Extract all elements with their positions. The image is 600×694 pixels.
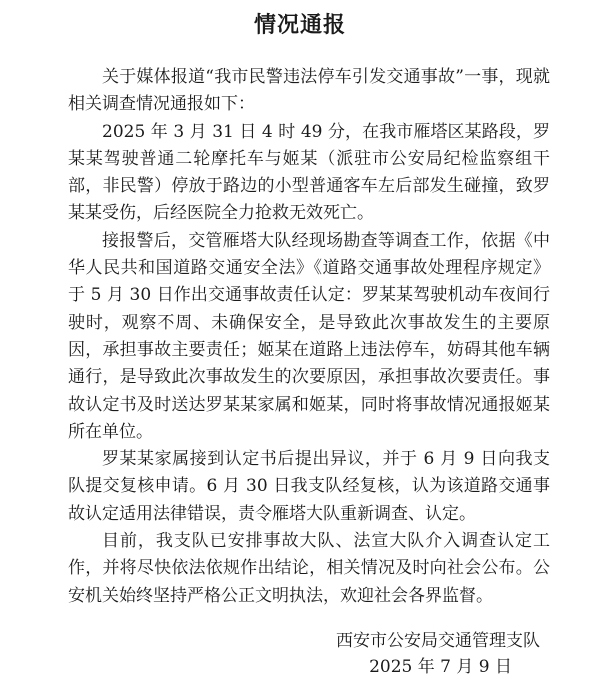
issuing-organization: 西安市公安局交通管理支队 [336,631,540,651]
paragraph-current-status: 目前，我支队已安排事故大队、法宣大队介入调查认定工作，并将尽快依法依规作出结论，相关情况及时向社会公布。公安机关始终坚持严格公正文明执法，欢迎社会各界监督。 [68,531,550,606]
document-body [68,64,550,610]
document-title: 情况通报 [253,12,346,38]
paragraph-incident: 2025 年 3 月 31 日 4 时 49 分，在我市雁塔区某路段，罗某某驾驶普通二轮摩托车与姬某（派驻市公安局纪检监察组干部，非民警）停放于路边的小型普通客车左后部发生碰撞，致罗某某受伤，后经医院全力抢救无效死亡。 [68,121,550,224]
issue-date: 2025 年 7 月 9 日 [369,657,512,677]
paragraph-intro: 关于媒体报道“我市民警违法停车引发交通事故”一事，现就相关调查情况通报如下： [68,67,550,115]
paragraph-review: 罗某某家属接到认定书后提出异议，并于 6 月 9 日向我支队提交复核申请。6 月 30 日我支队经复核，认为该道路交通事故认定适用法律错误，责令雁塔大队重新调查、认定。 [68,449,550,524]
paragraph-responsibility: 接报警后，交管雁塔大队经现场勘查等调查工作，依据《中华人民共和国道路交通安全法》《道路交通事故处理程序规定》于 5 月 30 日作出交通事故责任认定：罗某某驾驶机动车夜间行驶时，观察不周、未确保安全，是导致此次事故发生的主要原因，承担事故主要责任；姬某在道路上违法停车，妨碍其他车辆通行，是导致此次事故发生的次要原因，承担事故次要责任。事故认定书及时送达罗某某家属和姬某，同时将事故情况通报姬某所在单位。 [68,230,550,442]
signature-block [336,628,540,680]
